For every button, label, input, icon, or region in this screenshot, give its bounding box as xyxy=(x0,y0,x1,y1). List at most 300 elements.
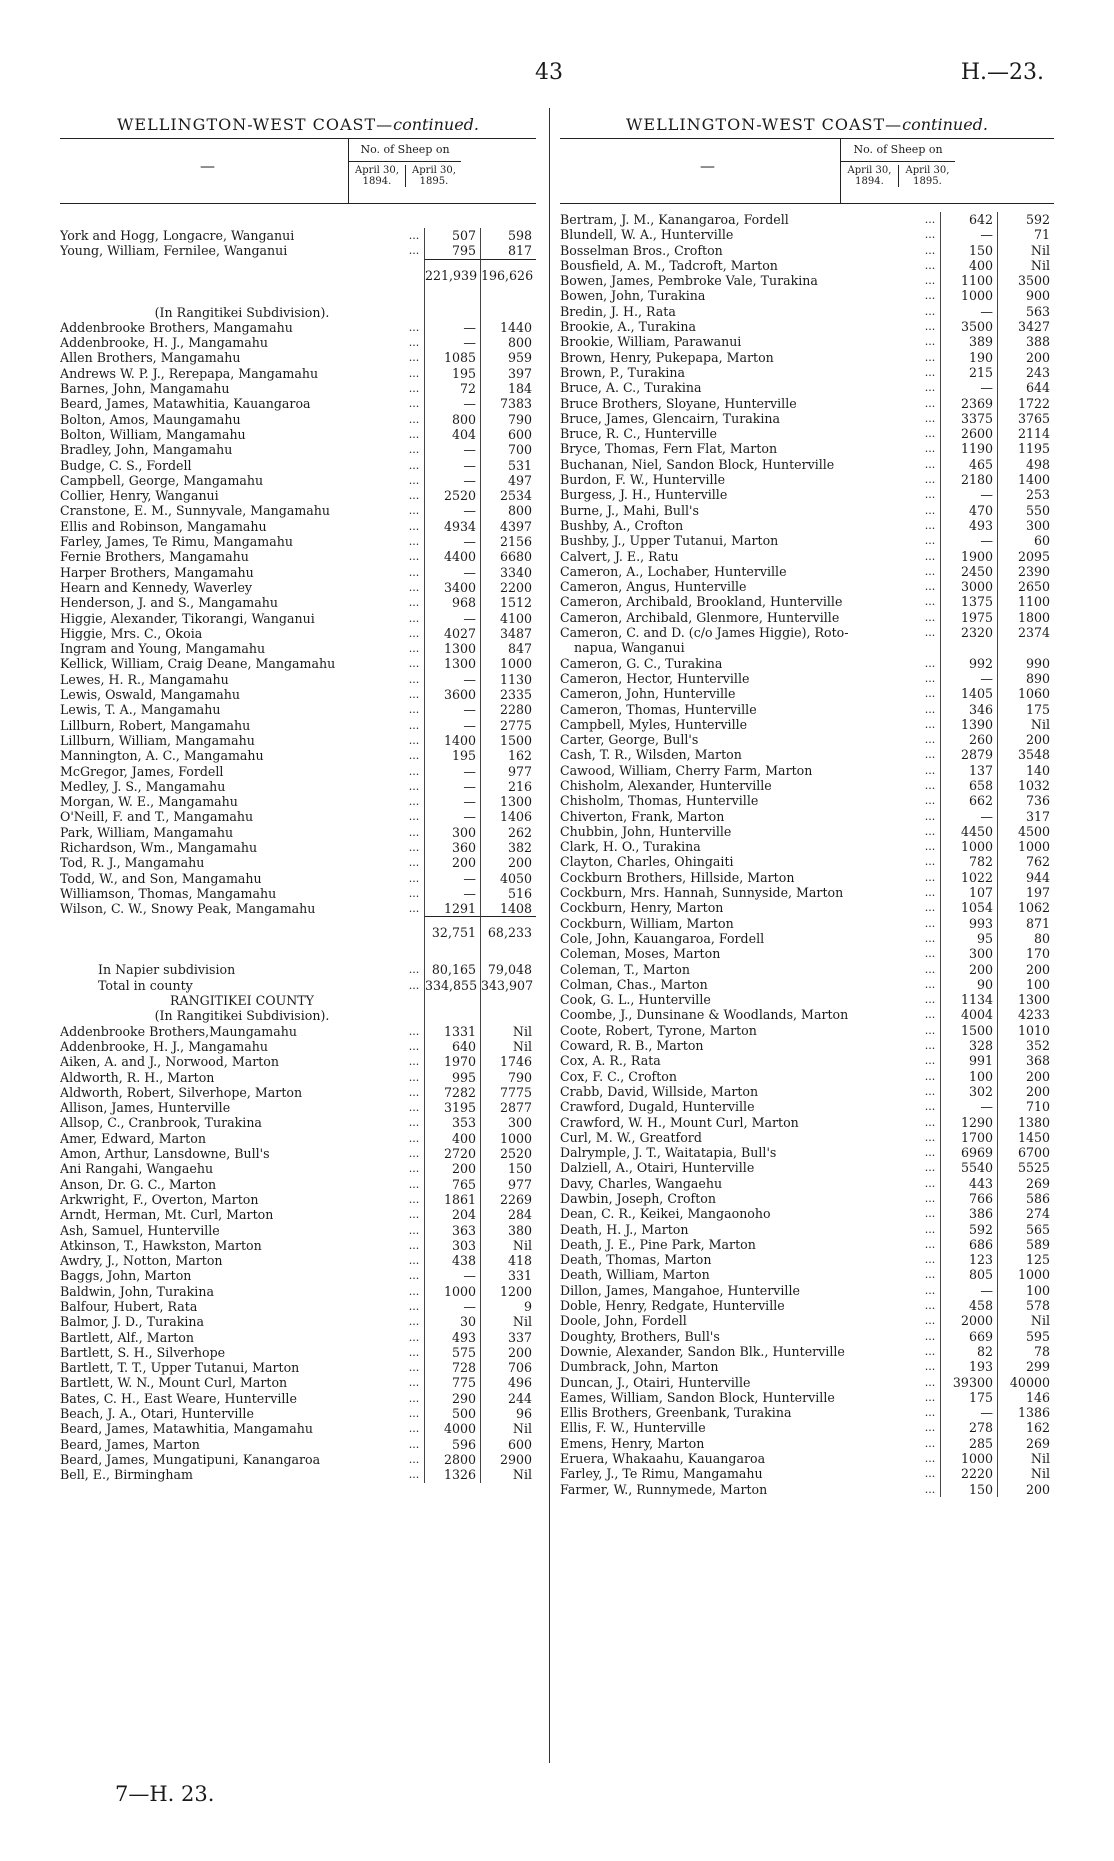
leader-dots: ... xyxy=(408,1116,420,1130)
holder-name: Crawford, Dugald, Hunterville xyxy=(560,1099,755,1115)
table-row xyxy=(60,1452,536,1467)
table-row xyxy=(60,1161,536,1176)
table-row xyxy=(560,1252,1054,1267)
count-1894: 775 xyxy=(424,1375,480,1390)
count-1894: 465 xyxy=(940,457,997,472)
table-row xyxy=(60,473,536,488)
holder-name: Allison, James, Hunterville xyxy=(60,1100,231,1116)
count-1894: 765 xyxy=(424,1177,480,1192)
table-row xyxy=(60,1467,536,1482)
table-row xyxy=(560,1466,1054,1481)
leader-dots: ... xyxy=(408,1391,420,1405)
holder-name: Cameron, Thomas, Hunterville xyxy=(560,701,757,717)
header-col-1894: April 30, 1894. xyxy=(847,165,892,187)
holder-name: Baldwin, John, Turakina xyxy=(60,1283,214,1299)
count-1894: 596 xyxy=(424,1437,480,1452)
count-1895: 78 xyxy=(997,1344,1054,1359)
table-row xyxy=(60,1070,536,1085)
holder-name: Eames, William, Sandon Block, Hunterville xyxy=(560,1389,835,1405)
count-1894: 1300 xyxy=(424,656,480,671)
table-row xyxy=(60,1284,536,1299)
holder-name: Ani Rangahi, Wangaehu xyxy=(60,1161,214,1177)
left-table-header xyxy=(60,138,536,204)
table-row xyxy=(560,992,1054,1007)
count-1895: 200 xyxy=(480,855,536,870)
leader-dots: ... xyxy=(408,1208,420,1222)
count-1894: 728 xyxy=(424,1360,480,1375)
count-1895: Nil xyxy=(997,1466,1054,1481)
holder-name: (In Rangitikei Subdivision). xyxy=(154,304,330,320)
count-1895: 589 xyxy=(997,1237,1054,1252)
holder-name: Allen Brothers, Mangamahu xyxy=(60,350,241,366)
count-1894: 6969 xyxy=(940,1145,997,1160)
holder-name: Campbell, Myles, Hunterville xyxy=(560,716,748,732)
count-1895: 1195 xyxy=(997,441,1054,456)
count-1895: 9 xyxy=(480,1299,536,1314)
holder-name: Lillburn, William, Mangamahu xyxy=(60,732,255,748)
count-1894: — xyxy=(940,1405,997,1420)
count-1894: 285 xyxy=(940,1436,997,1451)
page-number: 43 xyxy=(535,60,563,85)
leader-dots: ... xyxy=(924,289,936,303)
count-1894: 328 xyxy=(940,1038,997,1053)
leader-dots: ... xyxy=(924,1069,936,1083)
count-1894: 669 xyxy=(940,1329,997,1344)
count-1895: 1800 xyxy=(997,610,1054,625)
count-1894: 278 xyxy=(940,1420,997,1435)
table-row xyxy=(60,764,536,779)
count-1894: 500 xyxy=(424,1406,480,1421)
count-1895: 1746 xyxy=(480,1054,536,1069)
count-1894: 1291 xyxy=(424,901,480,916)
subtotal-row xyxy=(60,259,536,291)
count-1895: 1512 xyxy=(480,595,536,610)
leader-dots: ... xyxy=(408,1162,420,1176)
table-row xyxy=(60,1085,536,1100)
leader-dots: ... xyxy=(924,1452,936,1466)
holder-name: Cockburn, William, Marton xyxy=(560,915,734,931)
document-code: H.—23. xyxy=(960,60,1044,85)
leader-dots: ... xyxy=(408,1055,420,1069)
leader-dots: ... xyxy=(408,1177,420,1191)
holder-name: Cameron, A., Lochaber, Hunterville xyxy=(560,563,787,579)
leader-dots: ... xyxy=(924,1268,936,1282)
table-row xyxy=(560,549,1054,564)
count-1894: — xyxy=(940,304,997,319)
table-row xyxy=(60,1345,536,1360)
count-1895: 269 xyxy=(997,1436,1054,1451)
leader-dots: ... xyxy=(924,717,936,731)
count-1894: 300 xyxy=(940,946,997,961)
leader-dots: ... xyxy=(408,978,420,992)
table-row xyxy=(60,1406,536,1421)
leader-dots: ... xyxy=(924,488,936,502)
leader-dots: ... xyxy=(408,1452,420,1466)
count-1895: 4233 xyxy=(997,1007,1054,1022)
count-1894: 4027 xyxy=(424,626,480,641)
table-row xyxy=(560,426,1054,441)
count-1895: 496 xyxy=(480,1375,536,1390)
table-row xyxy=(560,1482,1054,1497)
leader-dots: ... xyxy=(924,549,936,563)
leader-dots: ... xyxy=(924,1192,936,1205)
holder-name: Bates, C. H., East Weare, Hunterville xyxy=(60,1390,297,1406)
count-1895: 710 xyxy=(997,1099,1054,1114)
leader-dots: ... xyxy=(924,503,936,517)
leader-dots: ... xyxy=(924,916,936,930)
page-footer: 7—H. 23. xyxy=(115,1782,215,1806)
count-1895: 1722 xyxy=(997,396,1054,411)
leader-dots: ... xyxy=(924,656,936,670)
holder-name: Ellis Brothers, Greenbank, Turakina xyxy=(560,1405,792,1421)
holder-name: Ellis, F. W., Hunterville xyxy=(560,1420,706,1436)
holder-name: Buchanan, Niel, Sandon Block, Hunterville xyxy=(560,456,835,472)
count-1894: 1085 xyxy=(424,350,480,365)
holder-name: Addenbrooke, H. J., Mangamahu xyxy=(60,335,268,351)
holder-name: Coleman, Moses, Marton xyxy=(560,946,721,962)
count-1894: 7282 xyxy=(424,1085,480,1100)
count-1894: 4004 xyxy=(940,1007,997,1022)
table-row xyxy=(60,228,536,243)
leader-dots: ... xyxy=(408,871,420,885)
holder-name: Bowen, John, Turakina xyxy=(560,288,706,304)
leader-dots: ... xyxy=(408,1300,420,1313)
count-1895: 598 xyxy=(480,228,536,243)
table-row xyxy=(560,763,1054,778)
holder-name: Ellis and Robinson, Mangamahu xyxy=(60,518,267,534)
count-1895: 1300 xyxy=(480,794,536,809)
table-row xyxy=(60,488,536,503)
holder-name: Burgess, J. H., Hunterville xyxy=(560,487,728,503)
count-1894: — xyxy=(424,442,480,457)
column-divider xyxy=(549,108,550,1763)
count-1895: 317 xyxy=(997,809,1054,824)
table-row xyxy=(560,717,1054,732)
holder-name: Bartlett, S. H., Silverhope xyxy=(60,1344,226,1360)
table-row xyxy=(560,702,1054,717)
count-1894: 1022 xyxy=(940,870,997,885)
count-1895: 1000 xyxy=(997,839,1054,854)
count-1895: 418 xyxy=(480,1253,536,1268)
count-1894: 1134 xyxy=(940,992,997,1007)
count-1894: 991 xyxy=(940,1053,997,1068)
subtotal-row xyxy=(60,916,536,948)
count-1895: 140 xyxy=(997,763,1054,778)
count-1894: — xyxy=(424,779,480,794)
holder-name: Addenbrooke Brothers,Maungamahu xyxy=(60,1023,297,1039)
count-1895: 592 xyxy=(997,212,1054,227)
leader-dots: ... xyxy=(408,963,420,977)
count-1895: 100 xyxy=(997,977,1054,992)
leader-dots: ... xyxy=(408,672,420,686)
count-1894: 4934 xyxy=(424,519,480,534)
table-row xyxy=(560,931,1054,946)
count-1895: 80 xyxy=(997,931,1054,946)
count-1895: 368 xyxy=(997,1053,1054,1068)
table-row xyxy=(60,641,536,656)
count-1895: 2775 xyxy=(480,718,536,733)
count-1895: 382 xyxy=(480,840,536,855)
table-row xyxy=(60,1192,536,1207)
holder-name: Kellick, William, Craig Deane, Mangamahu xyxy=(60,656,336,672)
table-row xyxy=(60,412,536,427)
count-1895: Nil xyxy=(997,258,1054,273)
count-1895: 1500 xyxy=(480,733,536,748)
count-1894: 592 xyxy=(940,1222,997,1237)
table-row xyxy=(60,733,536,748)
summary-row xyxy=(60,978,536,993)
table-row xyxy=(560,640,1054,655)
leader-dots: ... xyxy=(408,626,420,640)
count-1895: 600 xyxy=(480,427,536,442)
count-1894: 100 xyxy=(940,1069,997,1084)
table-row xyxy=(560,900,1054,915)
leader-dots: ... xyxy=(924,381,936,395)
table-row xyxy=(560,1420,1054,1435)
holder-name: Carter, George, Bull's xyxy=(560,732,699,748)
count-1895: 7775 xyxy=(480,1085,536,1100)
holder-name: Bradley, John, Mangamahu xyxy=(60,442,233,458)
holder-name: Aldworth, Robert, Silverhope, Marton xyxy=(60,1084,303,1100)
holder-name: In Napier subdivision xyxy=(98,962,236,978)
table-row xyxy=(560,243,1054,258)
count-1895: 1440 xyxy=(480,320,536,335)
holder-name: Calvert, J. E., Ratu xyxy=(560,548,679,564)
table-row xyxy=(560,1038,1054,1053)
count-1895: Nil xyxy=(480,1467,536,1482)
count-1895: 269 xyxy=(997,1176,1054,1191)
holder-name: Bryce, Thomas, Fern Flat, Marton xyxy=(560,441,778,457)
table-row xyxy=(560,686,1054,701)
table-row xyxy=(60,840,536,855)
table-row xyxy=(560,1160,1054,1175)
leader-dots: ... xyxy=(408,1039,420,1053)
table-row xyxy=(560,411,1054,426)
holder-name: Ash, Samuel, Hunterville xyxy=(60,1222,220,1238)
right-column xyxy=(560,112,1054,1497)
table-row xyxy=(60,595,536,610)
holder-name: Coombe, J., Dunsinane & Woodlands, Marton xyxy=(560,1007,849,1023)
holder-name: Davy, Charles, Wangaehu xyxy=(560,1175,723,1191)
count-1894: 2800 xyxy=(424,1452,480,1467)
holder-name: Medley, J. S., Mangamahu xyxy=(60,778,226,794)
leader-dots: ... xyxy=(924,213,936,226)
count-1894: — xyxy=(940,380,997,395)
count-1894: — xyxy=(424,458,480,473)
count-1894: 3400 xyxy=(424,580,480,595)
table-row xyxy=(60,702,536,717)
count-1895: 586 xyxy=(997,1191,1054,1206)
count-1894: — xyxy=(424,886,480,901)
table-row xyxy=(60,779,536,794)
count-1895: Nil xyxy=(997,243,1054,258)
spacer xyxy=(480,291,536,305)
table-row xyxy=(560,916,1054,931)
leader-dots: ... xyxy=(924,442,936,456)
leader-dots: ... xyxy=(924,1054,936,1068)
count-1895: 196,626 xyxy=(480,259,536,291)
holder-name: Tod, R. J., Mangamahu xyxy=(60,855,205,871)
leader-dots: ... xyxy=(924,335,936,349)
holder-name: napua, Wanganui xyxy=(574,640,685,656)
count-1895: 243 xyxy=(997,365,1054,380)
table-row xyxy=(60,1268,536,1283)
holder-name: Brown, Henry, Pukepapa, Marton xyxy=(560,349,774,365)
leader-dots: ... xyxy=(924,1390,936,1404)
leader-dots: ... xyxy=(924,1161,936,1175)
count-1894 xyxy=(424,993,480,1008)
count-1894: 1190 xyxy=(940,441,997,456)
count-1895: 1400 xyxy=(997,472,1054,487)
count-1895: 4050 xyxy=(480,871,536,886)
holder-name: Dean, C. R., Keikei, Mangaonoho xyxy=(560,1206,771,1222)
holder-name: RANGITIKEI COUNTY xyxy=(170,993,314,1009)
holder-name: Cranstone, E. M., Sunnyvale, Mangamahu xyxy=(60,503,330,519)
count-1895: 7383 xyxy=(480,396,536,411)
leader-dots: ... xyxy=(408,596,420,610)
leader-dots: ... xyxy=(924,1008,936,1022)
count-1895: 1300 xyxy=(997,992,1054,1007)
table-row xyxy=(560,227,1054,242)
table-row xyxy=(560,288,1054,303)
sheep-count-header xyxy=(348,139,461,203)
holder-name: Cash, T. R., Wilsden, Marton xyxy=(560,747,742,763)
count-1895: 2520 xyxy=(480,1146,536,1161)
table-row xyxy=(560,747,1054,762)
leader-dots: ... xyxy=(924,1039,936,1053)
count-1894: 2180 xyxy=(940,472,997,487)
leader-dots: ... xyxy=(924,1375,936,1389)
table-row xyxy=(60,1223,536,1238)
count-1894: 4450 xyxy=(940,824,997,839)
count-1894: 204 xyxy=(424,1207,480,1222)
leader-dots: ... xyxy=(924,886,936,900)
count-1894: 1326 xyxy=(424,1467,480,1482)
count-1894: — xyxy=(940,533,997,548)
holder-name: Balfour, Hubert, Rata xyxy=(60,1299,198,1314)
count-1894: 72 xyxy=(424,381,480,396)
leader-dots: ... xyxy=(408,351,420,365)
leader-dots: ... xyxy=(924,1283,936,1297)
count-1894: — xyxy=(424,565,480,580)
count-1895: 890 xyxy=(997,671,1054,686)
table-row xyxy=(560,533,1054,548)
table-row xyxy=(560,1298,1054,1313)
holder-name: Bushby, A., Crofton xyxy=(560,517,684,533)
count-1894: — xyxy=(424,702,480,717)
leader-dots: ... xyxy=(924,473,936,487)
leader-dots: ... xyxy=(924,1130,936,1144)
holder-name: Coward, R. B., Marton xyxy=(560,1038,704,1054)
leader-dots: ... xyxy=(408,1223,420,1237)
count-1894: 443 xyxy=(940,1176,997,1191)
table-row xyxy=(60,687,536,702)
holder-name: Dumbrack, John, Marton xyxy=(560,1359,719,1375)
table-row xyxy=(560,1130,1054,1145)
holder-name: Baggs, John, Marton xyxy=(60,1268,192,1284)
leader-dots: ... xyxy=(924,564,936,578)
page-header xyxy=(0,60,1114,90)
leader-dots: ... xyxy=(924,855,936,869)
holder-name: Bartlett, T. T., Upper Tutanui, Marton xyxy=(60,1360,300,1376)
count-1894: 766 xyxy=(940,1191,997,1206)
header-col-1894: April 30, 1894. xyxy=(355,165,399,187)
count-1895: 397 xyxy=(480,366,536,381)
holder-name: Amer, Edward, Marton xyxy=(60,1130,206,1146)
count-1895: 2114 xyxy=(997,426,1054,441)
holder-name: Farley, J., Te Rimu, Mangamahu xyxy=(560,1466,763,1482)
holder-name: Bertram, J. M., Kanangaroa, Fordell xyxy=(560,212,789,227)
holder-name: Hearn and Kennedy, Waverley xyxy=(60,579,253,595)
count-1894: 3600 xyxy=(424,687,480,702)
count-1895: 762 xyxy=(997,854,1054,869)
holder-name: Farley, James, Te Rimu, Mangamahu xyxy=(60,534,293,550)
count-1895: 2269 xyxy=(480,1192,536,1207)
table-row xyxy=(560,518,1054,533)
table-row xyxy=(560,1237,1054,1252)
count-1895: 216 xyxy=(480,779,536,794)
header-group-title: No. of Sheep on xyxy=(841,139,955,162)
holder-name: Cameron, G. C., Turakina xyxy=(560,655,723,671)
count-1894: 389 xyxy=(940,334,997,349)
count-1895: Nil xyxy=(480,1024,536,1039)
holder-name: Bolton, Amos, Maungamahu xyxy=(60,411,241,427)
table-row xyxy=(60,381,536,396)
spacer xyxy=(424,948,480,962)
leader-dots: ... xyxy=(924,763,936,777)
leader-dots: ... xyxy=(408,733,420,747)
leader-dots: ... xyxy=(924,1084,936,1098)
leader-dots: ... xyxy=(924,274,936,288)
table-row xyxy=(560,1084,1054,1099)
holder-name: Cole, John, Kauangaroa, Fordell xyxy=(560,930,765,946)
table-row xyxy=(560,732,1054,747)
count-1895: 5525 xyxy=(997,1160,1054,1175)
leader-dots: ... xyxy=(924,947,936,961)
holder-name: Todd, W., and Son, Mangamahu xyxy=(60,870,262,886)
count-1895: 563 xyxy=(997,304,1054,319)
leader-dots: ... xyxy=(924,243,936,257)
leader-dots: ... xyxy=(408,1407,420,1421)
count-1894: 4000 xyxy=(424,1421,480,1436)
table-row xyxy=(560,1451,1054,1466)
leader-dots: ... xyxy=(408,320,420,334)
table-row xyxy=(560,1313,1054,1328)
count-1895: 352 xyxy=(997,1038,1054,1053)
count-1894: — xyxy=(940,809,997,824)
leader-dots: ... xyxy=(408,1315,420,1329)
leader-dots: ... xyxy=(408,1024,420,1038)
leader-dots: ... xyxy=(924,1207,936,1221)
holder-name: Lewis, T. A., Mangamahu xyxy=(60,702,221,718)
holder-name: Young, William, Fernilee, Wanganui xyxy=(60,243,288,259)
holder-name: Doole, John, Fordell xyxy=(560,1313,687,1329)
holder-name: Chisholm, Alexander, Hunterville xyxy=(560,777,772,793)
count-1895: 4397 xyxy=(480,519,536,534)
holder-name: Crabb, David, Willside, Marton xyxy=(560,1083,759,1099)
leader-dots: ... xyxy=(924,427,936,441)
header-group-title: No. of Sheep on xyxy=(349,139,461,162)
table-row xyxy=(560,1206,1054,1221)
table-row xyxy=(560,1283,1054,1298)
count-1895: 1062 xyxy=(997,900,1054,915)
leader-dots: ... xyxy=(924,1467,936,1481)
count-1894: 404 xyxy=(424,427,480,442)
leader-dots: ... xyxy=(408,902,420,916)
count-1894: 3195 xyxy=(424,1100,480,1115)
count-1895: 200 xyxy=(997,1084,1054,1099)
leader-dots: ... xyxy=(408,489,420,503)
